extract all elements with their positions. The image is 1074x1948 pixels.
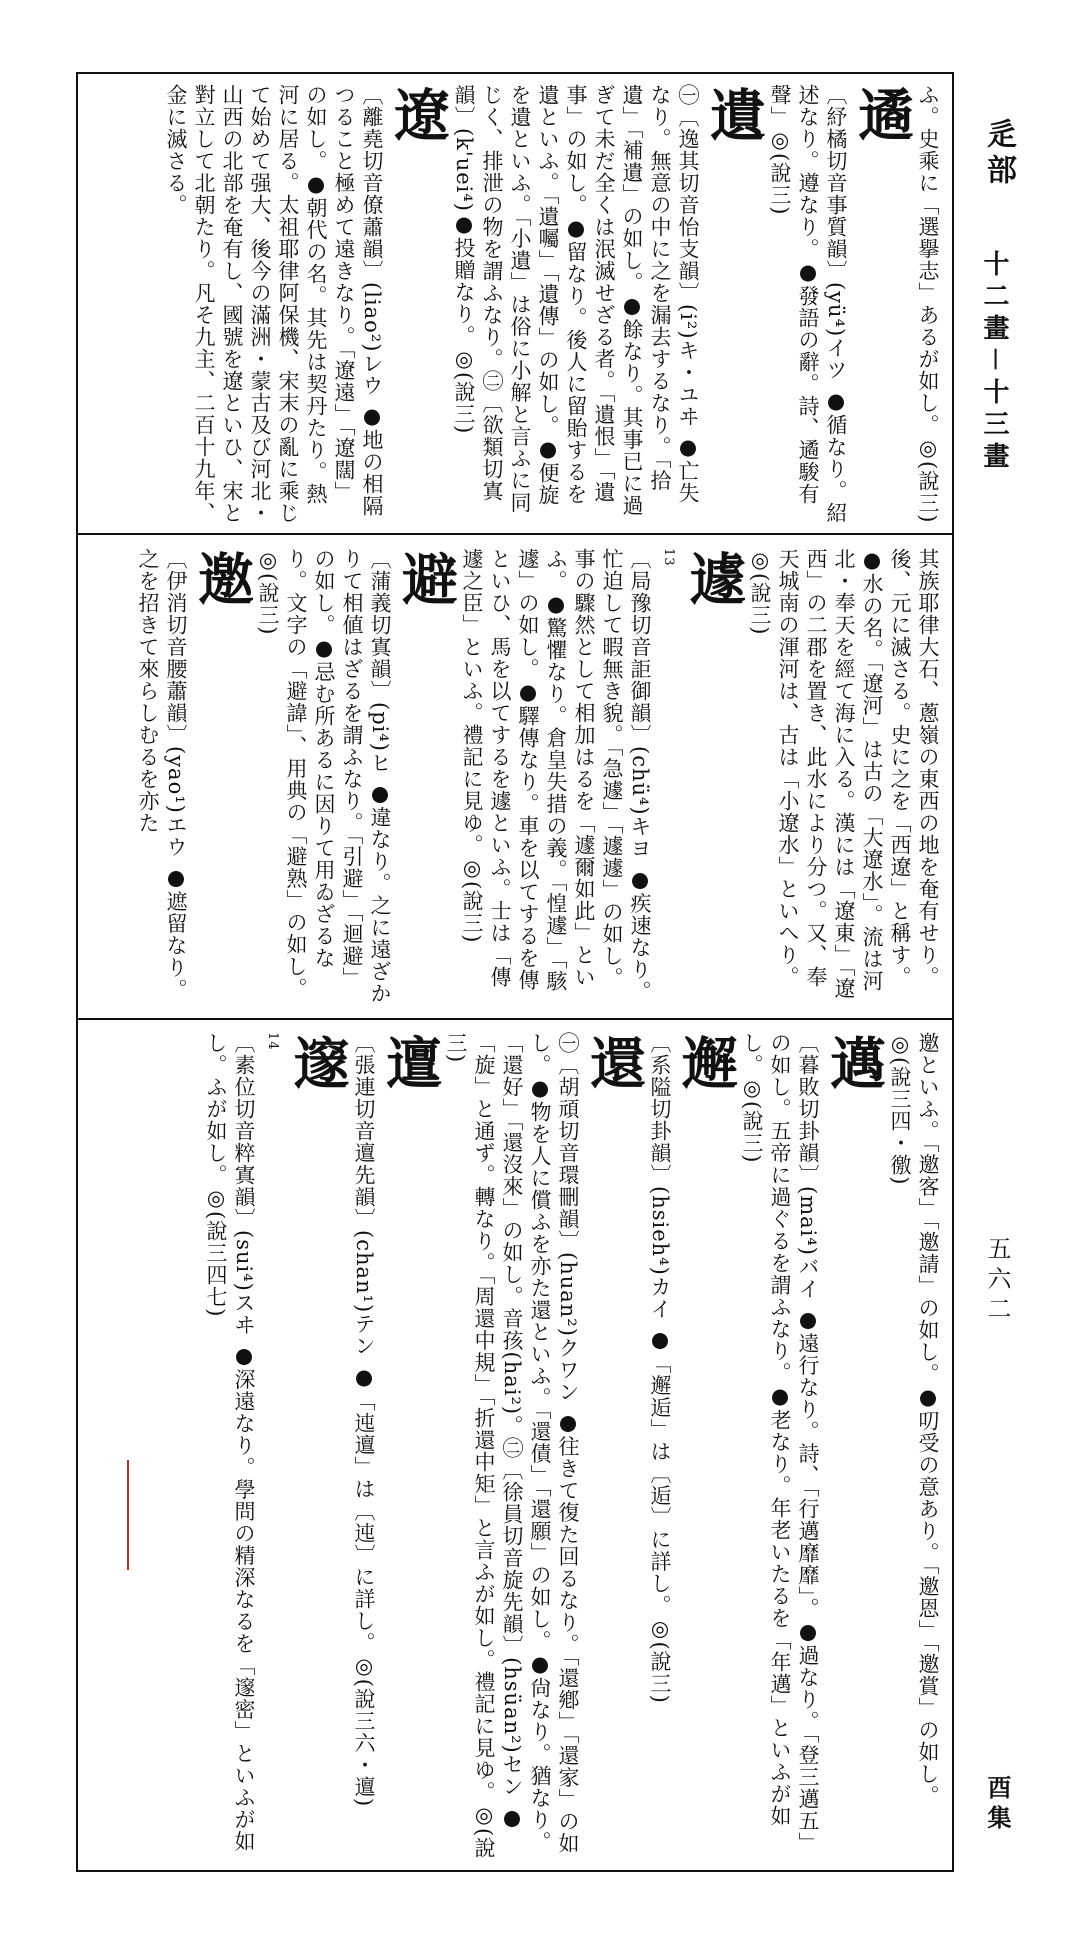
entry-headword: 遺 <box>701 86 767 143</box>
page-number: 五六二 <box>983 1236 1011 1326</box>
entry-definition: 邀といふ。「邀客」「邀請」の如し。●叨受の意あり。「邀恩」「邀賞」の如し。◎(說三四・徼) <box>888 1032 940 1807</box>
entry-definition: ふ。史乘に「選擧志」あるが如し。◎(說三) <box>916 84 940 524</box>
entry-headword: 邁 <box>821 1034 887 1091</box>
entry-headword: 遹 <box>849 86 915 143</box>
radical-title: 辵部 <box>981 118 1016 190</box>
entry-headword: 避 <box>393 550 459 607</box>
entry-definition: 其族耶律大石、蔥嶺の東西の地を奄有せり。後、元に滅さる。史に之を「西遼」と稱す。●水の名。「遼河」は古の「大遼水」。流は河北・奉天を經て海に入る。漢には「遼東」「遼西」の二郡を置き、此水により分つ。又、奉天城南の渾河は、古は「小遼水」といへり。◎(說三) <box>748 548 940 1000</box>
stroke-count-marker: 14 <box>265 1032 280 1051</box>
entry-headword: 遼 <box>385 86 451 143</box>
section-divider-top <box>76 533 954 535</box>
entry-headword: 遽 <box>681 550 747 607</box>
entry-definition: 〔暮敗切卦韻〕(mai⁴)バイ ●遠行なり。詩、「行邁靡靡」。●過なり。「登三邁五」の如し。五帝に過ぐるを謂ふなり。●老なり。年老いたるを「年邁」といふが如し。◎(說三) <box>740 1032 820 1855</box>
entry-definition: 〔系隘切卦韻〕(hsieh⁴)カイ ●「邂逅」は〔逅〕に詳し。◎(說三) <box>648 1032 672 1704</box>
stroke-count-marker: 13 <box>661 548 676 567</box>
entry-definition: ㊀〔胡頑切音環刪韻〕(huan²)クワン ●往きて復た回るなり。「還鄕」「還家」の如し。●物を人に償ふを亦た還といふ。「還債」「還願」の如し。●尙なり。猶なり。「還好」「還沒來」の如し。音孩(hai²)。㊁〔徐員切音旋先韻〕(hsüan²)セン ●「旋」と通ず。轉なり。「周還中規」「折還中矩」と言ふが如し。禮記に見ゆ。◎(說三) <box>444 1032 580 1860</box>
entry-headword: 邂 <box>673 1034 739 1091</box>
red-annotation-line <box>127 1460 129 1570</box>
entry-definition: 〔素位切音粹寘韻〕(sui⁴)スヰ ●深遠なり。學問の精深なるを「邃密」といふが如し。ふが如し。◎(說三四七) <box>204 1032 256 1853</box>
section-divider-bottom <box>76 1018 954 1020</box>
entry-headword: 邀 <box>189 550 255 607</box>
entry-definition: 〔紓橘切音事質韻〕(yü⁴)イツ ●循なり。紹述なり。遵なり。●發語の辭。詩、遹駿有聲」◎(說三) <box>768 84 848 524</box>
entry-definition: 〔張連切音邅先韻〕(chan¹)テン ●「迍邅」は〔迍〕に詳し。◎(說三六・邅) <box>352 1032 376 1808</box>
entry-headword: 邃 <box>285 1034 351 1091</box>
entry-headword: 邅 <box>377 1034 443 1091</box>
entries-bottom <box>92 1032 942 1862</box>
entry-definition: ㊀〔逸其切音怡支韻〕(i²)キ・ユヰ ●亡失なり。無意の中に之を漏去するなり。「拾遺」「補遺」の如し。●餘なり。其事已に過ぎて未だ全くは泯滅せざる者。「遺恨」「遺事」の如し。●留なり。後人に留貽するを遺といふ。「遺囑」「遺傳」の如し。●便旋を遺といふ。「小遺」は俗に小解と言ふに同じく、排泄の物を謂ふなり。㊁〔欲類切寘韻〕(k'uei⁴)●投贈なり。◎(說三) <box>452 84 700 517</box>
entries-top <box>92 84 942 524</box>
stroke-range: 十二畫－十三畫 <box>979 250 1009 475</box>
entries-middle <box>92 548 942 1008</box>
volume-label: 酉集 <box>983 1775 1012 1835</box>
entry-definition: 〔離堯切音僚蕭韻〕(liao²)レウ ●地の相隔つること極めて遠きなり。「遼遠」「遼闊」の如し。●朝代の名。其先は契丹たり。熱河に居る。太祖耶律阿保機、宋末の亂に乘じて始めて强大、後今の滿洲・蒙古及び河北・山西の北部を奄有し、國號を遼といひ、宋と對立して北朝たり。凡そ九主、二百十九年、金に滅さる。 <box>164 84 384 524</box>
entry-definition: 〔蒲義切寘韻〕(pi⁴)ヒ ●違なり。之に遠ざかりて相値はざるを謂ふなり。「引避」「迴避」の如し。●忌む所あるに因りて用ゐざるなり。文字の「避諱」、用典の「避熟」の如し。◎(說三) <box>256 548 392 1005</box>
entry-headword: 還 <box>581 1034 647 1091</box>
entry-definition: 〔局豫切音詎御韻〕(chü⁴)キヨ ●疾速なり。忙迫して暇無き貌。「急遽」「遽遽」の如し。事の驟然として相加はるを「遽爾如此」といふ。●驚懼なり。倉皇失措の義。「惶遽」「駭遽」の如し。●驛傳なり。車を以てするを傳といひ、馬を以てするを遽といふ。士は「傳遽之臣」といふ。禮記に見ゆ。◎(說三) <box>460 548 652 1003</box>
entry-definition: 〔伊消切音腰蕭韻〕(yao¹)エウ ●遮留なり。之を招きて來らしむるを亦た <box>136 548 188 1001</box>
